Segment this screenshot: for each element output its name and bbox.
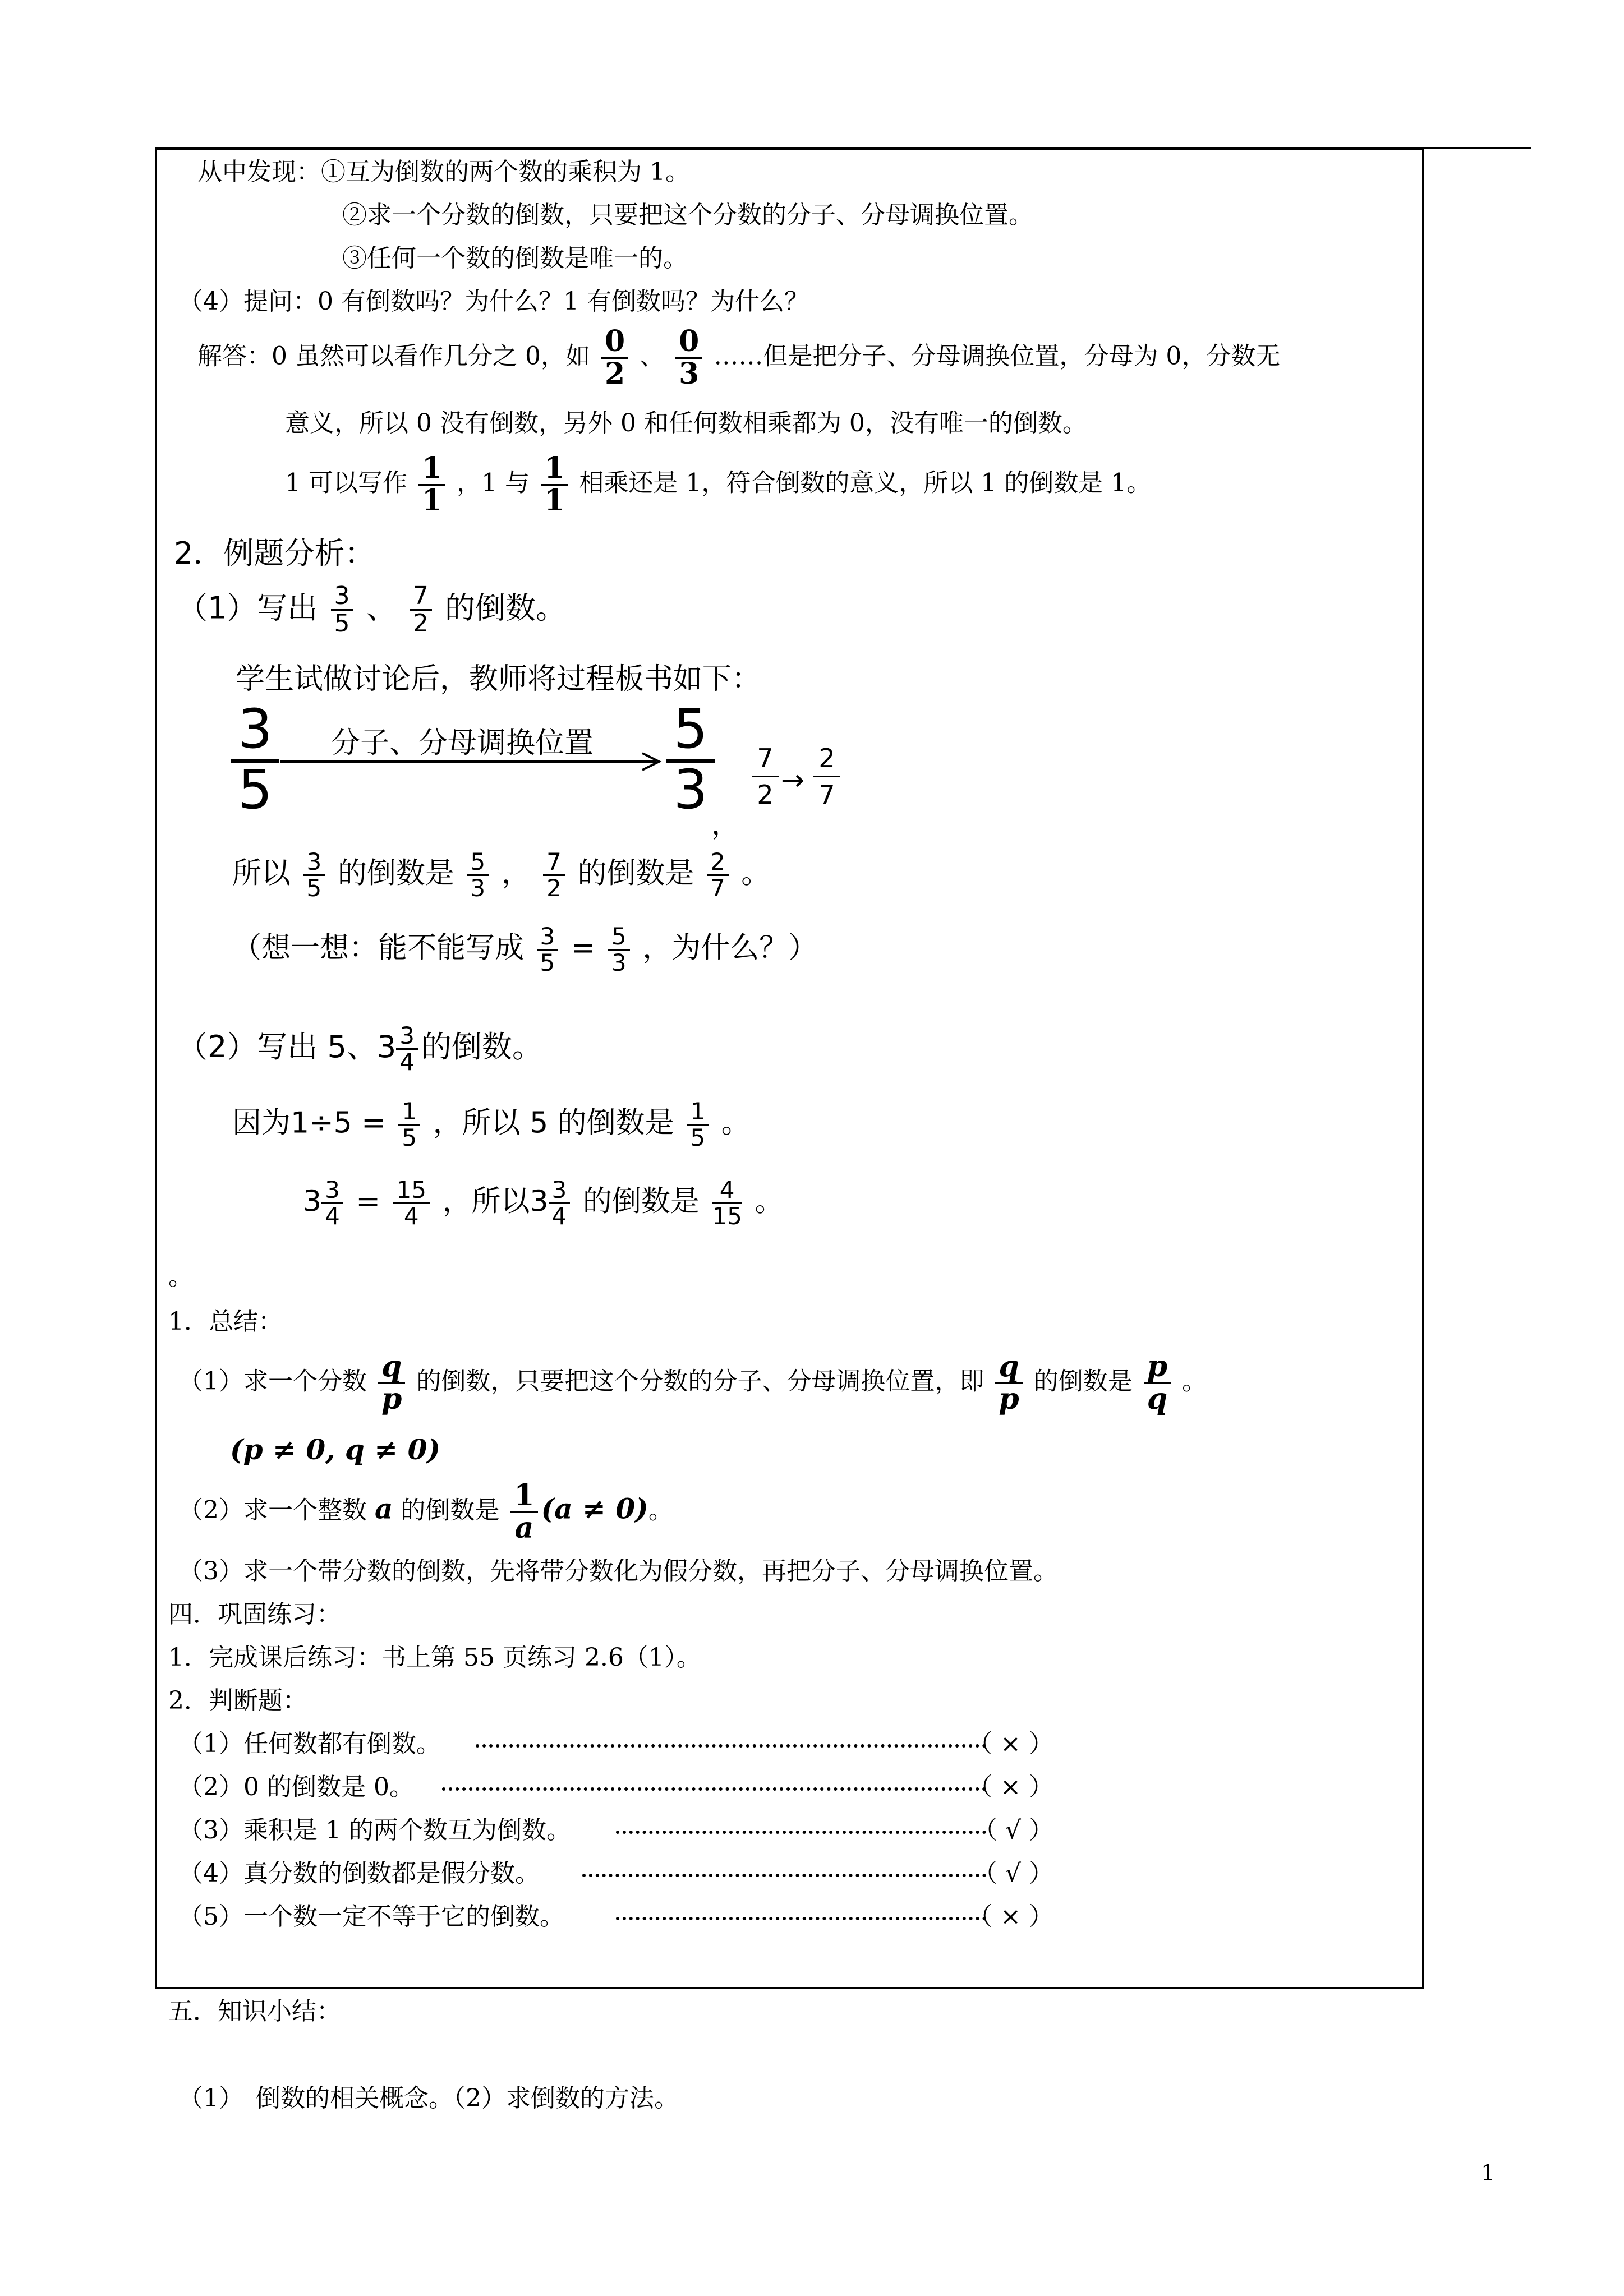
fraction-0-2: $\frac{0}{2}$	[601, 326, 628, 389]
long-arrow-icon	[280, 750, 668, 773]
fraction: $\frac{1}{5}$	[398, 1099, 420, 1150]
judgment-text: （1）任何数都有倒数。	[178, 1730, 441, 1758]
so-line	[232, 850, 770, 901]
think-text: （想一想：能不能写成	[232, 931, 525, 965]
dot-leader	[616, 1917, 986, 1920]
equals-sign: =	[356, 1184, 380, 1219]
mixed-line	[303, 1178, 784, 1229]
example-2-text-b: 的倒数。	[421, 1029, 542, 1065]
dot-leader	[616, 1831, 986, 1834]
judgment-mark: （ √ ）	[972, 1859, 1053, 1888]
summary-3: （3）求一个带分数的倒数，先将带分数化为假分数，再把分子、分母调换位置。	[178, 1557, 1058, 1585]
answer-text-1b: ……但是把分子、分母调换位置，分母为 0，分数无	[714, 342, 1281, 371]
summary-1	[178, 1349, 1207, 1416]
judgment-row	[178, 1732, 1053, 1756]
judgment-row	[178, 1861, 1053, 1886]
example-1-text-b: 的倒数。	[445, 590, 567, 626]
answer-line-1	[197, 326, 1280, 389]
fraction-2-7-board: 2 7	[813, 743, 840, 810]
arrow-label: 分子、分母调换位置	[331, 726, 594, 760]
judgment-text: （2）0 的倒数是 0。	[178, 1773, 414, 1801]
judgment-row	[178, 1818, 1053, 1843]
fraction-0-3: $\frac{0}{3}$	[675, 326, 702, 389]
dot-leader	[476, 1744, 986, 1748]
mixed-text: ，所以3	[442, 1184, 549, 1219]
think-line	[232, 924, 817, 975]
fraction-7-2: $\frac{7}{2}$	[410, 583, 432, 637]
equals-sign: =	[571, 931, 596, 965]
judgment-mark: （ × ）	[968, 1773, 1053, 1801]
mixed-whole: 3	[303, 1184, 322, 1219]
fraction: $\frac{3}{5}$	[537, 924, 559, 975]
so-text: 所以	[232, 856, 291, 891]
mixed-text: 。	[755, 1184, 784, 1219]
fraction-7-2-board: 7 2	[752, 743, 779, 810]
judgment-mark: （ × ）	[968, 1902, 1053, 1931]
think-text: ，为什么？）	[642, 931, 818, 965]
fraction-3-5: $\frac{3}{5}$	[331, 583, 353, 637]
summary-2-text: 的倒数是	[401, 1496, 500, 1525]
discover-point-2: ②求一个分数的倒数，只要把这个分数的分子、分母调换位置。	[342, 201, 1033, 229]
page-number: 1	[1481, 2160, 1496, 2186]
example-heading: 2．例题分析：	[174, 536, 375, 571]
board-intro: 学生试做讨论后，教师将过程板书如下：	[236, 662, 761, 696]
knowledge-line: （1） 倒数的相关概念。（2）求倒数的方法。	[178, 2084, 679, 2113]
practice-item-2: 2．判断题：	[168, 1686, 307, 1715]
example-2	[177, 1023, 542, 1075]
discover-point-1: ①互为倒数的两个数的乘积为 1。	[321, 158, 690, 186]
fraction: $\frac{15}{4}$	[393, 1178, 429, 1229]
question-4: （4）提问：0 有倒数吗？为什么？1 有倒数吗？为什么？	[178, 287, 809, 316]
example-1-text: （1）写出	[177, 590, 318, 626]
arrow-icon: →	[781, 764, 804, 796]
dot-leader	[582, 1874, 986, 1877]
practice-heading: 四．巩固练习：	[168, 1600, 341, 1629]
example-2-text: （2）写出 5、3	[177, 1029, 397, 1065]
answer-text-3: 1 可以写作	[285, 468, 407, 497]
fraction: $\frac{2}{7}$	[707, 850, 729, 901]
knowledge-heading: 五．知识小结：	[168, 1997, 341, 2026]
so-text: 的倒数是	[577, 856, 694, 891]
judgment-text: （3）乘积是 1 的两个数互为倒数。	[178, 1816, 571, 1845]
fraction-p-q: $\frac{p}{q}$	[1144, 1352, 1171, 1414]
answer-text-3c: 相乘还是 1，符合倒数的意义，所以 1 的倒数是 1。	[579, 468, 1152, 497]
discover-point-3: ③任何一个数的倒数是唯一的。	[342, 244, 688, 273]
fraction-q-p: $\frac{q}{p}$	[995, 1352, 1022, 1414]
answer-line-2: 意义，所以 0 没有倒数，另外 0 和任何数相乘都为 0，没有唯一的倒数。	[285, 409, 1087, 437]
fraction: $\frac{3}{4}$	[549, 1178, 571, 1229]
example-1	[177, 583, 566, 637]
summary-2-text: 。	[648, 1496, 673, 1525]
answer-text-3b: ，1 与	[457, 468, 530, 497]
big-fraction-3-5: 3 5	[231, 702, 279, 817]
summary-heading: 1．总结：	[168, 1307, 283, 1336]
because-line	[232, 1099, 751, 1150]
discover-line-1	[197, 160, 690, 185]
variable-a: a	[375, 1492, 393, 1525]
so-text: 的倒数是	[337, 856, 454, 891]
fraction-3-4: $\frac{3}{4}$	[396, 1023, 418, 1075]
fraction: $\frac{4}{15}$	[712, 1176, 742, 1230]
summary-2-condition: (a ≠ 0)	[541, 1492, 648, 1525]
summary-1-text: （1）求一个分数	[178, 1367, 367, 1396]
summary-1-condition: (p ≠ 0, q ≠ 0)	[230, 1433, 441, 1466]
mixed-text: 的倒数是	[582, 1184, 700, 1219]
judgment-row	[178, 1902, 1053, 1931]
stray-dot: 。	[168, 1262, 193, 1291]
big-fraction-5-3: 5 3	[666, 702, 715, 817]
dot-leader	[442, 1787, 986, 1791]
fraction-1-1: $\frac{1}{1}$	[418, 453, 445, 516]
judgment-mark: （ × ）	[968, 1730, 1053, 1758]
practice-item-1: 1．完成课后练习：书上第 55 页练习 2.6（1）。	[168, 1643, 701, 1672]
summary-1-text: 的倒数是	[1033, 1367, 1133, 1396]
separator: 、	[640, 342, 665, 371]
answer-text-1: 解答：0 虽然可以看作几分之 0，如	[197, 342, 590, 371]
summary-1-text: 。	[1182, 1367, 1207, 1396]
fraction: $\frac{3}{5}$	[303, 850, 325, 901]
fraction: $\frac{5}{3}$	[608, 924, 630, 975]
fraction-1-a: $\frac{1}{a}$	[510, 1481, 537, 1543]
fraction: $\frac{5}{3}$	[467, 850, 489, 901]
so-text: ，	[501, 856, 531, 891]
judgment-text: （5）一个数一定不等于它的倒数。	[178, 1902, 564, 1931]
judgment-mark: （ √ ）	[972, 1816, 1053, 1845]
judgment-text: （4）真分数的倒数都是假分数。	[178, 1859, 540, 1888]
comma: ，	[711, 808, 739, 841]
summary-2-text: （2）求一个整数	[178, 1496, 367, 1525]
because-text: ，所以 5 的倒数是	[433, 1106, 674, 1140]
fraction-1-1-b: $\frac{1}{1}$	[541, 453, 568, 516]
because-text: 。	[721, 1106, 751, 1140]
judgment-row	[178, 1775, 1053, 1800]
discover-lead: 从中发现：	[197, 158, 321, 186]
summary-2	[178, 1478, 673, 1545]
fraction: $\frac{1}{5}$	[687, 1099, 709, 1150]
because-text: 因为1÷5 =	[232, 1106, 386, 1140]
summary-1-text: 的倒数，只要把这个分数的分子、分母调换位置，即	[416, 1367, 984, 1396]
answer-line-3	[285, 453, 1151, 516]
fraction-q-p: $\frac{q}{p}$	[378, 1352, 405, 1414]
fraction: $\frac{7}{2}$	[543, 850, 565, 901]
so-text: 。	[741, 856, 771, 891]
fraction: $\frac{3}{4}$	[321, 1178, 343, 1229]
separator: 、	[366, 590, 397, 626]
